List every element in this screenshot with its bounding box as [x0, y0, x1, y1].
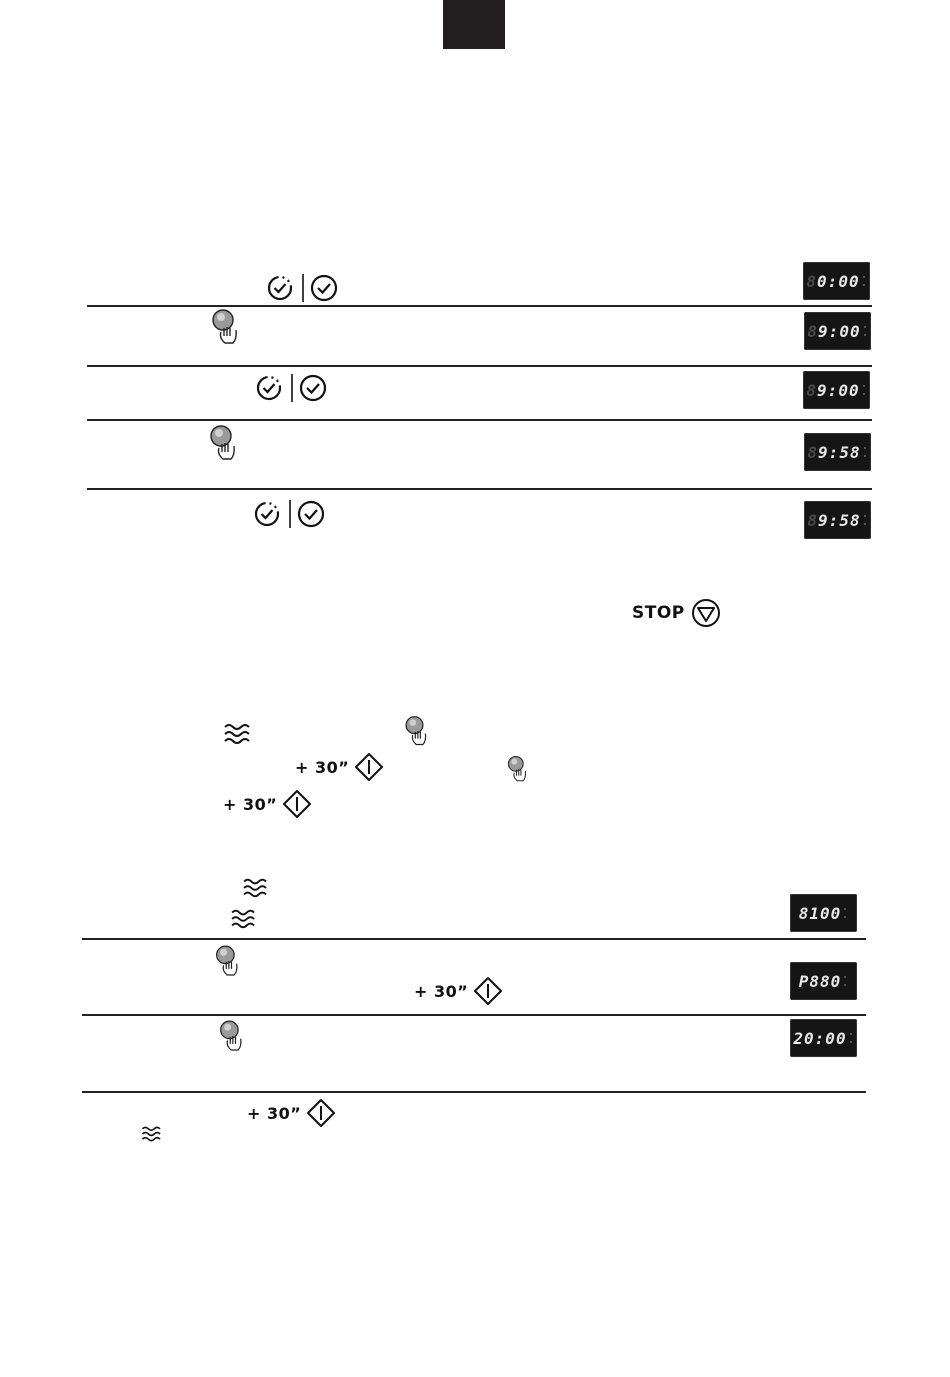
divider	[87, 488, 872, 490]
divider	[82, 938, 866, 940]
display-value: 9:58	[818, 442, 861, 462]
dial-knob-icon	[506, 755, 530, 783]
start-diamond-icon	[354, 752, 384, 782]
divider	[87, 305, 872, 307]
start-plus30-button[interactable]	[247, 1098, 336, 1128]
stop-label: STOP	[632, 603, 685, 623]
plus30-label: + 30”	[414, 981, 469, 1001]
display-3	[803, 371, 870, 409]
microwave-waves-icon	[141, 1125, 163, 1143]
plus30-label: + 30”	[295, 757, 350, 777]
display-digit-dim: 8	[807, 321, 819, 341]
start-plus30-button[interactable]	[295, 752, 384, 782]
page-tab	[443, 0, 505, 49]
display-8	[790, 1019, 857, 1057]
dial-knob-icon	[403, 715, 431, 747]
display-digit-dim: 8	[806, 380, 818, 400]
start-plus30-button[interactable]	[223, 789, 312, 819]
start-diamond-icon	[473, 976, 503, 1006]
stop-triangle-icon	[691, 598, 721, 628]
clock-set-icon	[266, 272, 342, 304]
display-value: 9:00	[818, 321, 861, 341]
microwave-waves-icon	[230, 908, 258, 930]
display-value: P880	[798, 971, 842, 991]
display-1	[803, 262, 870, 300]
display-digit-dim: 8	[807, 442, 819, 462]
divider	[87, 419, 872, 421]
display-7	[790, 962, 857, 1000]
display-5	[804, 501, 871, 539]
clock-set-icon	[253, 498, 329, 530]
display-value: 9:58	[818, 510, 861, 530]
display-value: 0:00	[817, 271, 860, 291]
plus30-label: + 30”	[247, 1103, 302, 1123]
display-6	[790, 894, 857, 932]
microwave-waves-icon	[223, 722, 253, 746]
dial-knob-icon	[208, 424, 240, 462]
divider	[82, 1014, 866, 1016]
display-digit-dim: 8	[807, 510, 819, 530]
display-value: 20:00	[793, 1028, 847, 1048]
display-value: 8100	[798, 903, 842, 923]
display-digit-dim: 8	[806, 271, 818, 291]
divider	[82, 1091, 866, 1093]
display-value: 9:00	[817, 380, 860, 400]
dial-knob-icon	[214, 944, 242, 978]
display-4	[804, 433, 871, 471]
divider	[87, 365, 872, 367]
stop-button[interactable]	[632, 598, 721, 628]
start-diamond-icon	[282, 789, 312, 819]
clock-set-icon	[255, 372, 331, 404]
start-diamond-icon	[306, 1098, 336, 1128]
dial-knob-icon	[218, 1019, 246, 1053]
start-plus30-button[interactable]	[414, 976, 503, 1006]
plus30-label: + 30”	[223, 794, 278, 814]
microwave-waves-icon	[242, 877, 270, 899]
display-2	[804, 312, 871, 350]
dial-knob-icon	[210, 308, 242, 346]
